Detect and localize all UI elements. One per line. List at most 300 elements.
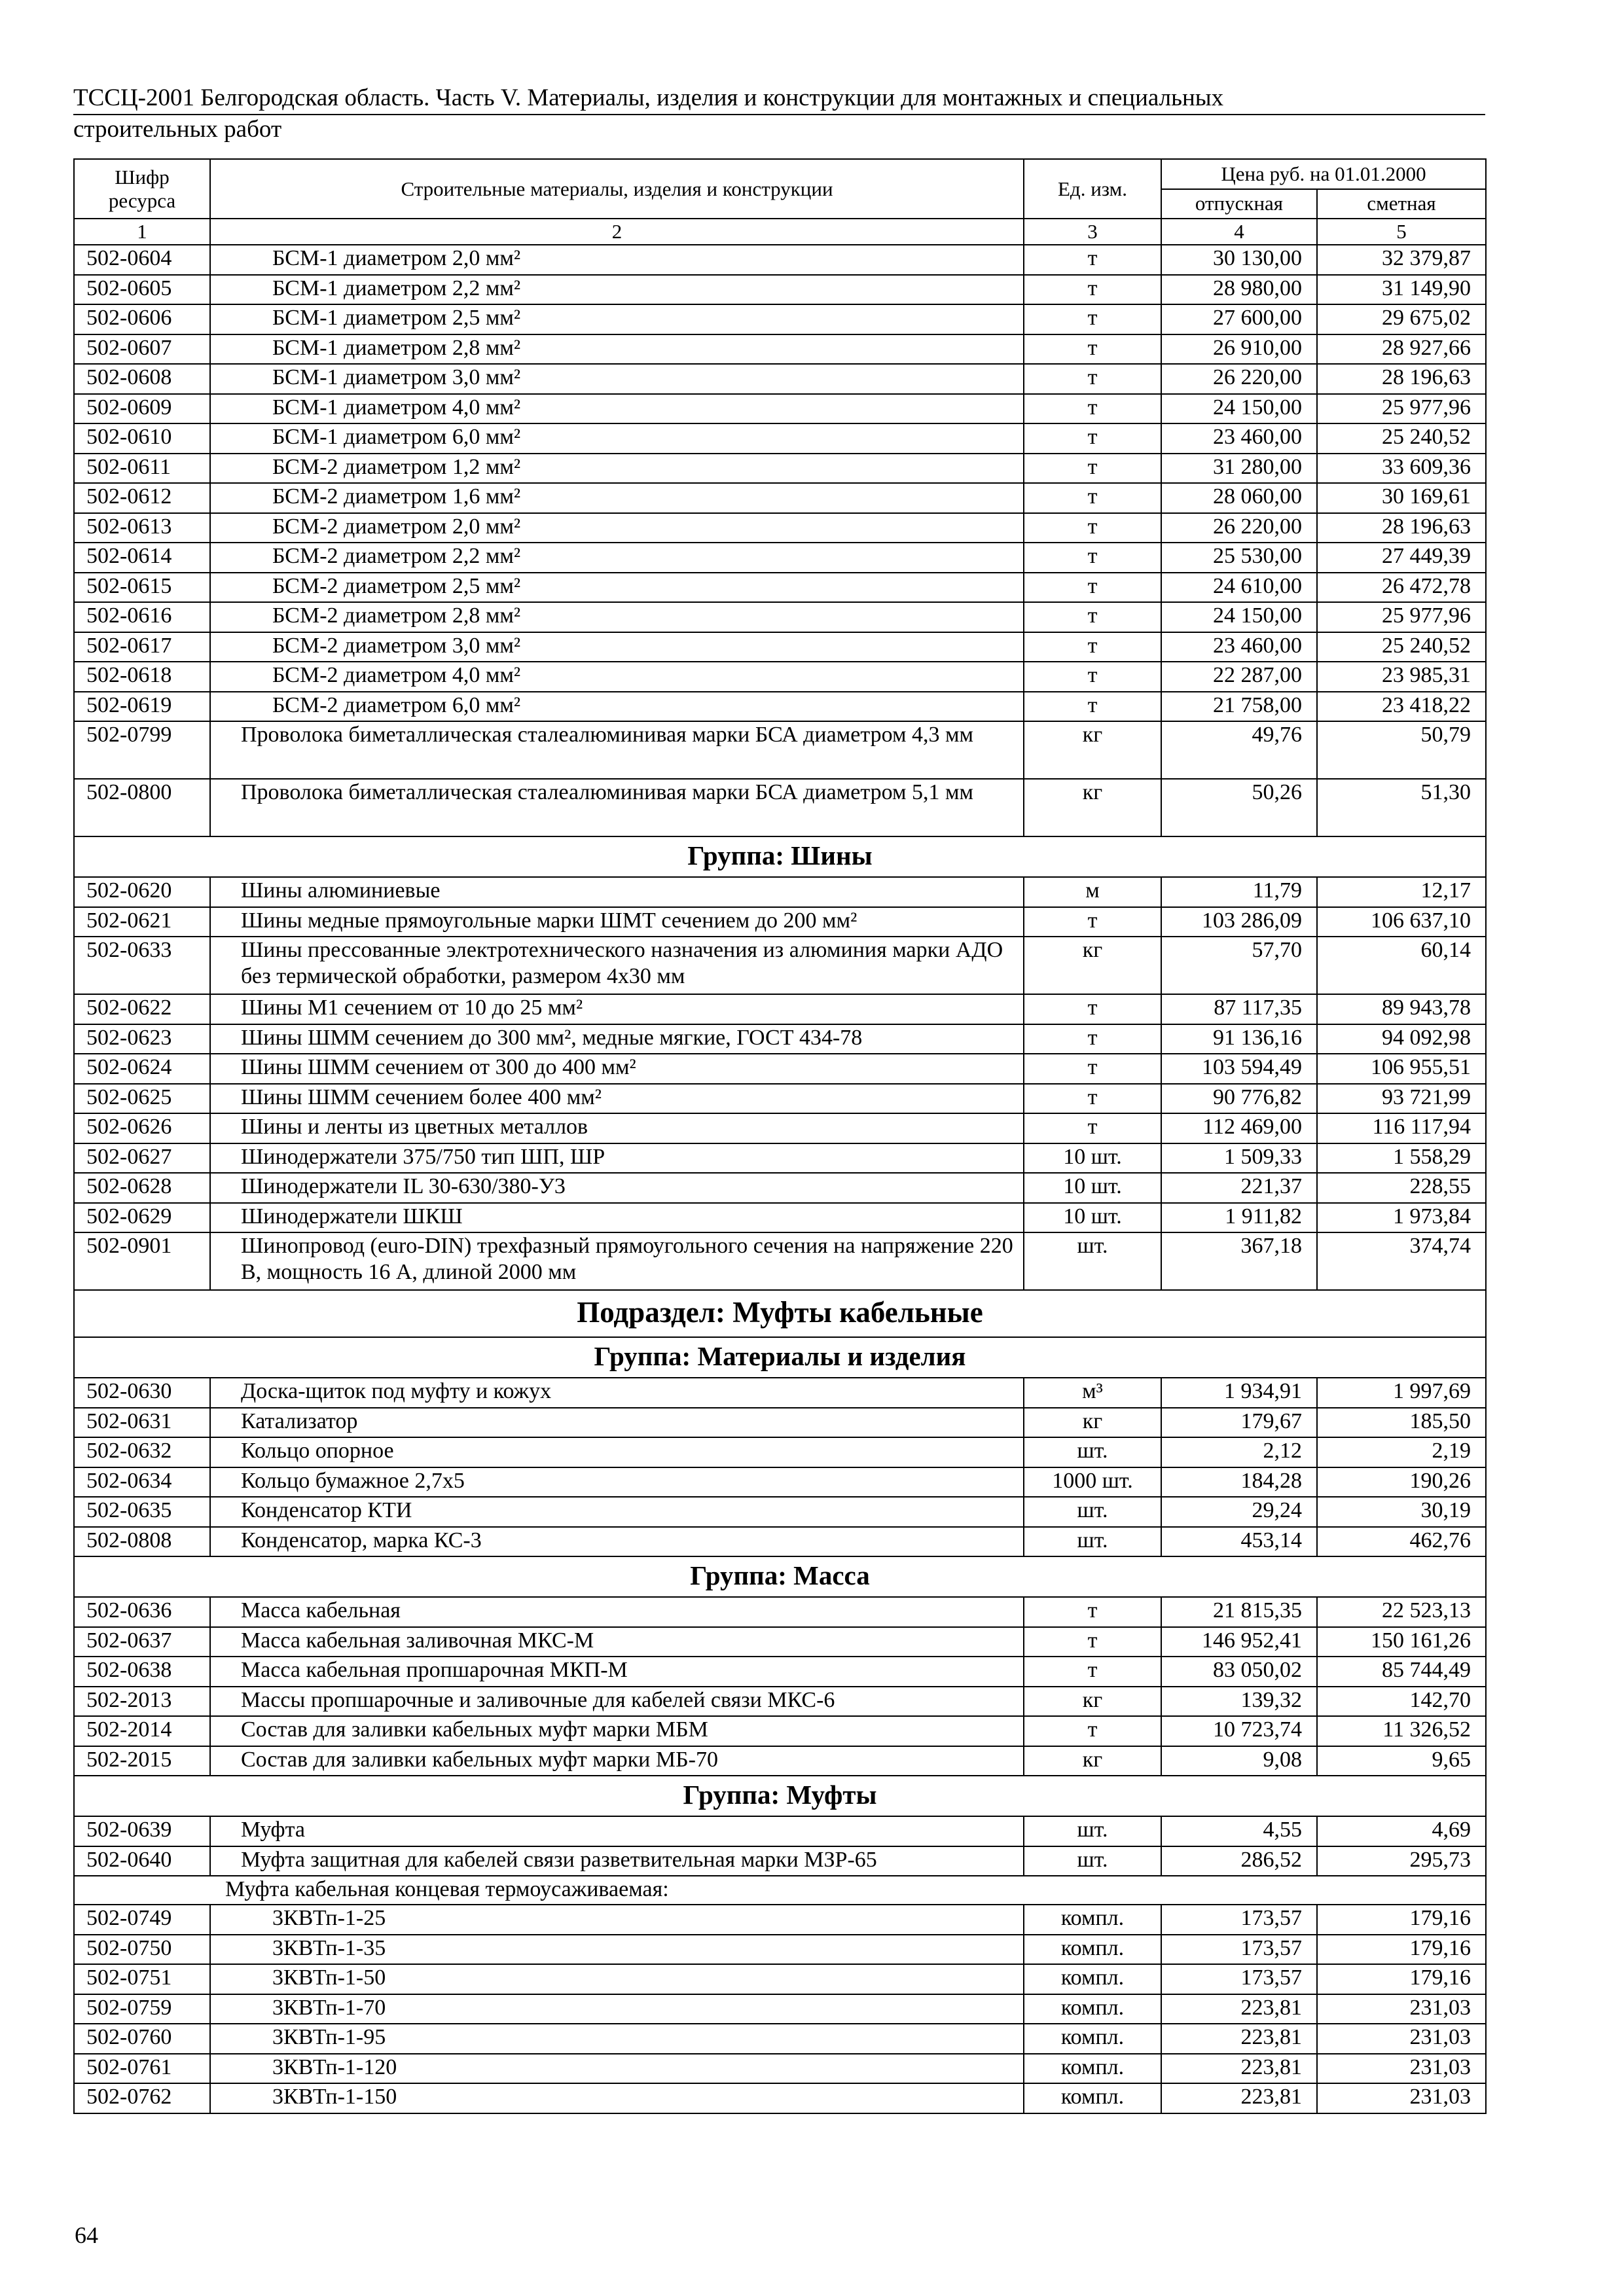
release-price: 146 952,41 [1161,1627,1317,1657]
resource-unit: т [1024,394,1161,424]
estimate-price: 106 637,10 [1317,907,1486,937]
estimate-price: 106 955,51 [1317,1054,1486,1084]
resource-name: Проволока биметаллическая сталеалюминивая марки БСА диаметром 4,3 мм [210,721,1024,779]
resource-name: БСМ-1 диаметром 6,0 мм² [210,423,1024,454]
resource-name: Кольцо опорное [210,1437,1024,1467]
estimate-price: 1 997,69 [1317,1378,1486,1408]
resource-code: 502-0613 [74,513,210,543]
resource-unit: т [1024,662,1161,692]
estimate-price: 30 169,61 [1317,483,1486,513]
header-title-line-2: строительных работ [73,116,282,143]
release-price: 21 815,35 [1161,1597,1317,1627]
table-row [74,1746,1486,1776]
table-body [74,245,1486,2113]
resource-unit: 10 шт. [1024,1143,1161,1174]
estimate-price: 142,70 [1317,1687,1486,1717]
resource-code: 502-0623 [74,1024,210,1054]
resource-name: БСМ-1 диаметром 2,2 мм² [210,275,1024,305]
table-row [74,275,1486,305]
resource-code: 502-0762 [74,2083,210,2113]
resource-unit: т [1024,483,1161,513]
resource-code: 502-0636 [74,1597,210,1627]
table-row [74,721,1486,779]
estimate-price: 89 943,78 [1317,994,1486,1024]
resource-name: Шинопровод (euro-DIN) трехфазный прямоугольного сечения на напряжение 220 В, мощность 16 А, длиной 2000 мм [210,1232,1024,1290]
resource-name: Масса кабельная пропшарочная МКП-М [210,1657,1024,1687]
document-header [73,84,1485,144]
resource-unit: шт. [1024,1232,1161,1290]
resource-name: БСМ-2 диаметром 3,0 мм² [210,632,1024,662]
release-price: 1 934,91 [1161,1378,1317,1408]
resource-unit: т [1024,1716,1161,1746]
resource-code: 502-0611 [74,454,210,484]
table-row [74,1627,1486,1657]
resource-unit: т [1024,454,1161,484]
table-row [74,1816,1486,1846]
resource-name: 3КВТп-1-150 [210,2083,1024,2113]
resource-name: 3КВТп-1-70 [210,1994,1024,2024]
release-price: 23 460,00 [1161,632,1317,662]
resource-code: 502-0637 [74,1627,210,1657]
table-row [74,394,1486,424]
table-row [74,1232,1486,1290]
release-price: 11,79 [1161,877,1317,907]
resource-name: Состав для заливки кабельных муфт марки МБМ [210,1716,1024,1746]
release-price: 49,76 [1161,721,1317,779]
resource-unit: т [1024,994,1161,1024]
resource-unit: м³ [1024,1378,1161,1408]
estimate-price: 28 927,66 [1317,334,1486,365]
resource-name: Доска-щиток под муфту и кожух [210,1378,1024,1408]
table-row [74,423,1486,454]
resource-name: БСМ-1 диаметром 2,5 мм² [210,304,1024,334]
header-code: Шифр ресурса [74,159,210,219]
resource-code: 502-0624 [74,1054,210,1084]
resource-name: БСМ-2 диаметром 6,0 мм² [210,692,1024,722]
table-row [74,1935,1486,1965]
table-row [74,632,1486,662]
resource-name: Кольцо бумажное 2,7х5 [210,1467,1024,1498]
resource-name: Катализатор [210,1408,1024,1438]
resource-name: Шины М1 сечением от 10 до 25 мм² [210,994,1024,1024]
table-row [74,1657,1486,1687]
resource-code: 502-0629 [74,1203,210,1233]
table-row [74,1143,1486,1174]
resource-unit: т [1024,907,1161,937]
resource-unit: кг [1024,779,1161,836]
estimate-price: 27 449,39 [1317,543,1486,573]
resource-unit: т [1024,245,1161,275]
resource-unit: кг [1024,1408,1161,1438]
resource-code: 502-0609 [74,394,210,424]
resource-unit: компл. [1024,1935,1161,1965]
release-price: 173,57 [1161,1905,1317,1935]
resource-name: БСМ-2 диаметром 4,0 мм² [210,662,1024,692]
resource-name: БСМ-2 диаметром 1,2 мм² [210,454,1024,484]
table-row [74,1024,1486,1054]
resource-name: Конденсатор, марка КС-3 [210,1527,1024,1557]
release-price: 453,14 [1161,1527,1317,1557]
column-number: 1 [74,219,210,245]
estimate-price: 25 240,52 [1317,423,1486,454]
release-price: 29,24 [1161,1497,1317,1527]
resource-unit: кг [1024,1687,1161,1717]
resource-unit: шт. [1024,1846,1161,1876]
group-title: Группа: Материалы и изделия [74,1337,1486,1378]
resource-name: Шины алюминиевые [210,877,1024,907]
resource-unit: компл. [1024,2054,1161,2084]
table-row [74,334,1486,365]
estimate-price: 25 977,96 [1317,394,1486,424]
resource-name: Проволока биметаллическая сталеалюминивая марки БСА диаметром 5,1 мм [210,779,1024,836]
release-price: 28 060,00 [1161,483,1317,513]
resource-unit: т [1024,1627,1161,1657]
release-price: 27 600,00 [1161,304,1317,334]
label-row [74,1876,1486,1905]
table-row [74,877,1486,907]
resource-unit: т [1024,573,1161,603]
resource-name: БСМ-1 диаметром 2,8 мм² [210,334,1024,365]
resource-code: 502-0617 [74,632,210,662]
estimate-price: 150 161,26 [1317,1627,1486,1657]
estimate-price: 9,65 [1317,1746,1486,1776]
release-price: 28 980,00 [1161,275,1317,305]
estimate-price: 32 379,87 [1317,245,1486,275]
release-price: 9,08 [1161,1746,1317,1776]
estimate-price: 11 326,52 [1317,1716,1486,1746]
table-row [74,1716,1486,1746]
resource-unit: 1000 шт. [1024,1467,1161,1498]
estimate-price: 462,76 [1317,1527,1486,1557]
resource-code: 502-0626 [74,1113,210,1143]
resource-code: 502-0808 [74,1527,210,1557]
resource-name: БСМ-2 диаметром 2,0 мм² [210,513,1024,543]
resource-unit: т [1024,1084,1161,1114]
resource-name: Масса кабельная заливочная МКС-М [210,1627,1024,1657]
release-price: 22 287,00 [1161,662,1317,692]
group-row [74,836,1486,877]
resource-unit: т [1024,692,1161,722]
resource-name: Шины ШММ сечением более 400 мм² [210,1084,1024,1114]
release-price: 103 286,09 [1161,907,1317,937]
table-row [74,907,1486,937]
table-row [74,1687,1486,1717]
resource-name: БСМ-1 диаметром 4,0 мм² [210,394,1024,424]
table-row [74,779,1486,836]
resource-code: 502-0634 [74,1467,210,1498]
resource-unit: компл. [1024,1994,1161,2024]
estimate-price: 374,74 [1317,1232,1486,1290]
release-price: 4,55 [1161,1816,1317,1846]
table-row [74,1437,1486,1467]
table-row [74,994,1486,1024]
resource-code: 502-0622 [74,994,210,1024]
release-price: 1 911,82 [1161,1203,1317,1233]
resource-code: 502-0612 [74,483,210,513]
resource-code: 502-0638 [74,1657,210,1687]
resource-name: Шины прессованные электротехнического назначения из алюминия марки АДО без термической обработки, размером 4х30 мм [210,937,1024,994]
release-price: 179,67 [1161,1408,1317,1438]
resource-name: БСМ-2 диаметром 2,8 мм² [210,602,1024,632]
estimate-price: 1 558,29 [1317,1143,1486,1174]
estimate-price: 23 985,31 [1317,662,1486,692]
resource-unit: кг [1024,1746,1161,1776]
release-price: 50,26 [1161,779,1317,836]
release-price: 223,81 [1161,2024,1317,2054]
resource-unit: м [1024,877,1161,907]
table-row [74,1084,1486,1114]
resource-code: 502-0761 [74,2054,210,2084]
resource-unit: т [1024,632,1161,662]
group-row [74,1556,1486,1597]
table-row [74,2083,1486,2113]
resource-unit: компл. [1024,1905,1161,1935]
release-price: 25 530,00 [1161,543,1317,573]
resource-name: Конденсатор КТИ [210,1497,1024,1527]
header-release-price: отпускная [1161,189,1317,219]
group-title: Группа: Муфты [74,1776,1486,1816]
table-row [74,662,1486,692]
release-price: 57,70 [1161,937,1317,994]
table-row [74,1378,1486,1408]
release-price: 26 220,00 [1161,513,1317,543]
resource-name: БСМ-2 диаметром 2,5 мм² [210,573,1024,603]
estimate-price: 85 744,49 [1317,1657,1486,1687]
resource-unit: т [1024,334,1161,365]
resource-name: БСМ-1 диаметром 3,0 мм² [210,364,1024,394]
table-row [74,454,1486,484]
table-row [74,1467,1486,1498]
header-price: Цена руб. на 01.01.2000 [1161,159,1486,189]
estimate-price: 231,03 [1317,2024,1486,2054]
header-name: Строительные материалы, изделия и конструкции [210,159,1024,219]
table-row [74,1408,1486,1438]
group-title: Группа: Масса [74,1556,1486,1597]
table-row [74,1994,1486,2024]
table-row [74,602,1486,632]
estimate-price: 26 472,78 [1317,573,1486,603]
release-price: 21 758,00 [1161,692,1317,722]
resource-name: Шинодержатели 375/750 тип ШП, ШР [210,1143,1024,1174]
estimate-price: 28 196,63 [1317,513,1486,543]
resource-unit: компл. [1024,1964,1161,1994]
resource-name: Шинодержатели IL 30-630/380-У3 [210,1173,1024,1203]
resource-name: Шины ШММ сечением до 300 мм², медные мягкие, ГОСТ 434-78 [210,1024,1024,1054]
table-header [74,159,1486,245]
table-row [74,1054,1486,1084]
release-price: 223,81 [1161,2083,1317,2113]
table-row [74,692,1486,722]
release-price: 173,57 [1161,1935,1317,1965]
table-row [74,1497,1486,1527]
resource-name: Муфта [210,1816,1024,1846]
resource-code: 502-0640 [74,1846,210,1876]
group-row [74,1337,1486,1378]
resource-unit: т [1024,304,1161,334]
release-price: 26 910,00 [1161,334,1317,365]
release-price: 24 150,00 [1161,602,1317,632]
estimate-price: 12,17 [1317,877,1486,907]
estimate-price: 33 609,36 [1317,454,1486,484]
release-price: 223,81 [1161,2054,1317,2084]
estimate-price: 51,30 [1317,779,1486,836]
estimate-price: 25 977,96 [1317,602,1486,632]
resource-code: 502-0606 [74,304,210,334]
resource-code: 502-2013 [74,1687,210,1717]
resource-unit: т [1024,423,1161,454]
estimate-price: 4,69 [1317,1816,1486,1846]
release-price: 139,32 [1161,1687,1317,1717]
resource-code: 502-0604 [74,245,210,275]
resource-name: Массы пропшарочные и заливочные для кабелей связи МКС-6 [210,1687,1024,1717]
group-title: Группа: Шины [74,836,1486,877]
table-row [74,1527,1486,1557]
table-row [74,364,1486,394]
resource-name: 3КВТп-1-50 [210,1964,1024,1994]
header-estimate-price: сметная [1317,189,1486,219]
table-row [74,513,1486,543]
resource-code: 502-0605 [74,275,210,305]
resource-code: 502-0751 [74,1964,210,1994]
estimate-price: 23 418,22 [1317,692,1486,722]
release-price: 221,37 [1161,1173,1317,1203]
price-table [73,158,1487,2114]
estimate-price: 30,19 [1317,1497,1486,1527]
resource-code: 502-0619 [74,692,210,722]
estimate-price: 60,14 [1317,937,1486,994]
release-price: 30 130,00 [1161,245,1317,275]
estimate-price: 31 149,90 [1317,275,1486,305]
release-price: 112 469,00 [1161,1113,1317,1143]
release-price: 90 776,82 [1161,1084,1317,1114]
resource-name: Шины ШММ сечением от 300 до 400 мм² [210,1054,1024,1084]
resource-code: 502-0750 [74,1935,210,1965]
estimate-price: 28 196,63 [1317,364,1486,394]
estimate-price: 22 523,13 [1317,1597,1486,1627]
resource-code: 502-0630 [74,1378,210,1408]
resource-name: Шинодержатели ШКШ [210,1203,1024,1233]
resource-code: 502-0799 [74,721,210,779]
header-title-line-1: ТССЦ-2001 Белгородская область. Часть V. Материалы, изделия и конструкции для монтажных и специальных [73,84,1224,111]
release-price: 223,81 [1161,1994,1317,2024]
resource-name: Муфта защитная для кабелей связи разветвительная марки МЗР-65 [210,1846,1024,1876]
resource-unit: т [1024,602,1161,632]
resource-code: 502-0614 [74,543,210,573]
table-row [74,1597,1486,1627]
table-row [74,1203,1486,1233]
resource-name: Масса кабельная [210,1597,1024,1627]
resource-unit: компл. [1024,2083,1161,2113]
release-price: 103 594,49 [1161,1054,1317,1084]
resource-unit: 10 шт. [1024,1203,1161,1233]
resource-code: 502-0627 [74,1143,210,1174]
resource-code: 502-0632 [74,1437,210,1467]
resource-code: 502-0607 [74,334,210,365]
release-price: 367,18 [1161,1232,1317,1290]
release-price: 91 136,16 [1161,1024,1317,1054]
resource-code: 502-0628 [74,1173,210,1203]
table-row [74,245,1486,275]
estimate-price: 1 973,84 [1317,1203,1486,1233]
estimate-price: 190,26 [1317,1467,1486,1498]
table-row [74,1173,1486,1203]
table-row [74,1964,1486,1994]
table-row [74,2054,1486,2084]
estimate-price: 2,19 [1317,1437,1486,1467]
estimate-price: 231,03 [1317,2054,1486,2084]
resource-code: 502-0616 [74,602,210,632]
resource-code: 502-0760 [74,2024,210,2054]
resource-name: БСМ-1 диаметром 2,0 мм² [210,245,1024,275]
resource-code: 502-0749 [74,1905,210,1935]
resource-name: Состав для заливки кабельных муфт марки МБ-70 [210,1746,1024,1776]
resource-name: 3КВТп-1-25 [210,1905,1024,1935]
resource-code: 502-2015 [74,1746,210,1776]
resource-code: 502-0621 [74,907,210,937]
resource-unit: кг [1024,721,1161,779]
release-price: 10 723,74 [1161,1716,1317,1746]
resource-unit: шт. [1024,1497,1161,1527]
table-row [74,1846,1486,1876]
estimate-price: 231,03 [1317,1994,1486,2024]
table-row [74,1113,1486,1143]
column-number: 3 [1024,219,1161,245]
resource-unit: т [1024,364,1161,394]
resource-name: БСМ-2 диаметром 1,6 мм² [210,483,1024,513]
estimate-price: 29 675,02 [1317,304,1486,334]
release-price: 2,12 [1161,1437,1317,1467]
page-number: 64 [75,2222,98,2248]
estimate-price: 179,16 [1317,1935,1486,1965]
resource-name: 3КВТп-1-95 [210,2024,1024,2054]
table-row [74,573,1486,603]
resource-name: 3КВТп-1-35 [210,1935,1024,1965]
resource-unit: т [1024,513,1161,543]
resource-code: 502-0615 [74,573,210,603]
column-number: 2 [210,219,1024,245]
resource-unit: т [1024,1024,1161,1054]
resource-unit: т [1024,1597,1161,1627]
resource-code: 502-0620 [74,877,210,907]
resource-name: 3КВТп-1-120 [210,2054,1024,2084]
estimate-price: 231,03 [1317,2083,1486,2113]
table-row [74,304,1486,334]
release-price: 31 280,00 [1161,454,1317,484]
resource-code: 502-0800 [74,779,210,836]
estimate-price: 116 117,94 [1317,1113,1486,1143]
table-row [74,483,1486,513]
resource-unit: т [1024,543,1161,573]
subsection-title: Подраздел: Муфты кабельные [74,1290,1486,1337]
row-label: Муфта кабельная концевая термоусаживаемая: [74,1876,1486,1905]
estimate-price: 228,55 [1317,1173,1486,1203]
resource-unit: т [1024,1113,1161,1143]
release-price: 1 509,33 [1161,1143,1317,1174]
resource-unit: 10 шт. [1024,1173,1161,1203]
resource-unit: т [1024,275,1161,305]
resource-code: 502-0635 [74,1497,210,1527]
resource-code: 502-2014 [74,1716,210,1746]
header-unit: Ед. изм. [1024,159,1161,219]
column-number: 5 [1317,219,1486,245]
table-row [74,937,1486,994]
estimate-price: 50,79 [1317,721,1486,779]
release-price: 173,57 [1161,1964,1317,1994]
resource-unit: шт. [1024,1437,1161,1467]
resource-code: 502-0631 [74,1408,210,1438]
column-number: 4 [1161,219,1317,245]
resource-unit: компл. [1024,2024,1161,2054]
